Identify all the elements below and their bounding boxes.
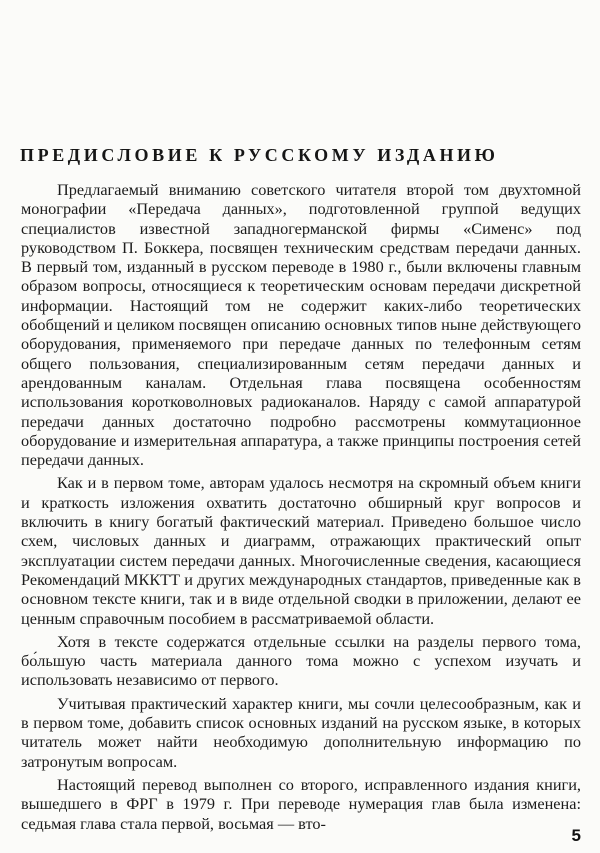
page-number: 5 — [571, 826, 581, 845]
paragraph: Хотя в тексте содержатся отдельные ссылки на разделы первого тома, бо́льшую часть материала данного тома можно с успехом изучать и использовать независимо от первого. — [21, 631, 581, 690]
paragraph: Как и в первом томе, авторам удалось несмотря на скромный объем книги и краткость изложения охватить достаточно обширный круг вопросов и включить в книгу богатый фактический материал. Приведено большое число схем, числовых данных и диаграмм, отражающих практический опыт эксплуатации систем передачи данных. Многочисленные сведения, касающиеся Рекомендаций МККТТ и других международных стандартов, приведенные как в основном тексте книги, так и в виде отдельной сводки в приложении, делают ее ценным справочным пособием в рассматриваемой области. — [21, 473, 581, 628]
section-heading: ПРЕДИСЛОВИЕ К РУССКОМУ ИЗДАНИЮ — [20, 145, 499, 165]
paragraph: Настоящий перевод выполнен со второго, исправленного издания книги, вышедшего в ФРГ в 1979 г. При переводе нумерация глав была изменена: седьмая глава стала первой, восьмая — вто- — [21, 774, 581, 833]
paragraph: Учитывая практический характер книги, мы сочли целесообразным, как и в первом томе, добавить список основных изданий на русском языке, в которых читатель может найти необходимую дополнительную информацию по затронутым вопросам. — [21, 693, 581, 771]
paragraph: Предлагаемый вниманию советского читателя второй том двухтомной монографии «Передача данных», подготовленной группой ведущих специалистов известной западногерманской фирмы «Сименс» под руководством П. Боккера, посвящен техническим средствам передачи данных. В первый том, изданный в русском переводе в 1980 г., были включены главным образом вопросы, относящиеся к теоретическим основам передачи дискретной информации. Настоящий том не содержит каких-либо теоретических обобщений и целиком посвящен описанию основных типов ныне действующего оборудования, применяемого при передаче данных по телефонным сетям общего пользования, специализированным сетям передачи данных и арендованным каналам. Отдельная глава посвящена особенностям использования коротковолновых радиоканалов. Наряду с самой аппаратурой передачи данных достаточно подробно рассмотрены коммутационное оборудование и измерительная аппаратура, а также принципы построения сетей передачи данных. — [21, 180, 581, 470]
body-text — [21, 180, 581, 837]
